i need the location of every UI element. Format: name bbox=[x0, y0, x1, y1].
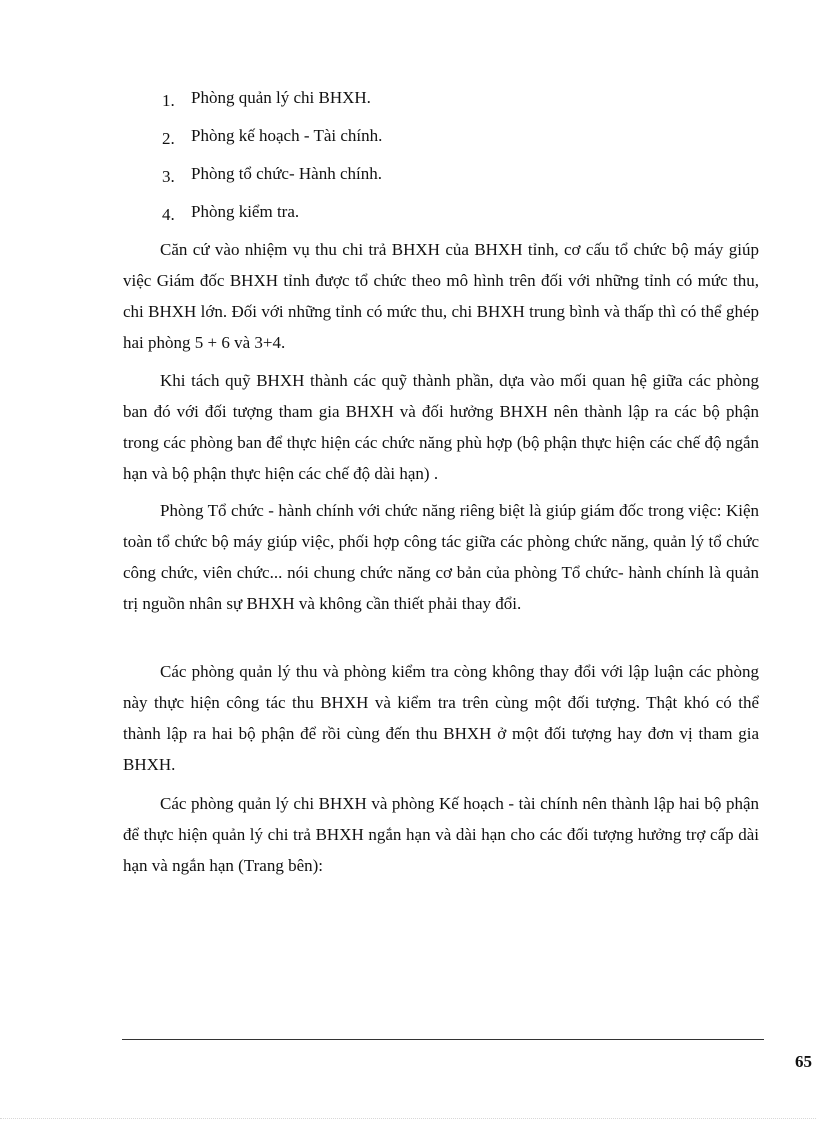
footer-divider bbox=[122, 1039, 764, 1040]
list-number: 3. bbox=[162, 167, 175, 186]
paragraph-2: Khi tách quỹ BHXH thành các quỹ thành phần, dựa vào mối quan hệ giữa các phòng ban đó với đối tượng tham gia BHXH và đối hưởng BHXH nên thành lập ra các bộ phận trong các phòng ban để thực hiện các chức năng phù hợp (bộ phận thực hiện các chế độ ngắn hạn và bộ phận thực hiện các chế độ dài hạn) . bbox=[123, 371, 759, 483]
page-number: 65 bbox=[795, 1052, 812, 1071]
list-item-3 bbox=[162, 164, 382, 184]
list-item-2 bbox=[162, 126, 382, 146]
paragraph-3: Phòng Tổ chức - hành chính với chức năng riêng biệt là giúp giám đốc trong việc: Kiện toàn tổ chức bộ máy giúp việc, phối hợp công tác giữa các phòng chức năng, quản lý tổ chức công chức, viên chức... nói chung chức năng cơ bản của phòng Tổ chức- hành chính là quản trị nguồn nhân sự BHXH và không cần thiết phải thay đổi. bbox=[123, 501, 759, 613]
list-text: Phòng tổ chức- Hành chính. bbox=[191, 164, 382, 183]
list-item-1 bbox=[162, 88, 371, 108]
list-item-4 bbox=[162, 202, 299, 222]
list-number: 4. bbox=[162, 205, 175, 224]
list-number: 2. bbox=[162, 129, 175, 148]
page-bottom-edge bbox=[0, 1118, 816, 1119]
paragraph-4: Các phòng quản lý thu và phòng kiểm tra còng không thay đổi với lập luận các phòng này thực hiện công tác thu BHXH và kiểm tra trên cùng một đối tượng. Thật khó có thể thành lập ra hai bộ phận để rồi cùng đến thu BHXH ở một đối tượng hay đơn vị tham gia BHXH. bbox=[123, 662, 759, 774]
list-text: Phòng kiểm tra. bbox=[191, 202, 300, 221]
list-number: 1. bbox=[162, 91, 175, 110]
list-text: Phòng quản lý chi BHXH. bbox=[191, 88, 371, 107]
paragraph-5: Các phòng quản lý chi BHXH và phòng Kế hoạch - tài chính nên thành lập hai bộ phận để thực hiện quản lý chi trả BHXH ngắn hạn và dài hạn cho các đối tượng hưởng trợ cấp dài hạn và ngắn hạn (Trang bên): bbox=[123, 794, 759, 875]
paragraph-1: Căn cứ vào nhiệm vụ thu chi trả BHXH của BHXH tỉnh, cơ cấu tổ chức bộ máy giúp việc Giám đốc BHXH tỉnh được tổ chức theo mô hình trên đối với những tỉnh có mức thu, chi BHXH lớn. Đối với những tỉnh có mức thu, chi BHXH trung bình và thấp thì có thể ghép hai phòng 5 + 6 và 3+4. bbox=[123, 240, 759, 352]
list-text: Phòng kế hoạch - Tài chính. bbox=[191, 126, 383, 145]
